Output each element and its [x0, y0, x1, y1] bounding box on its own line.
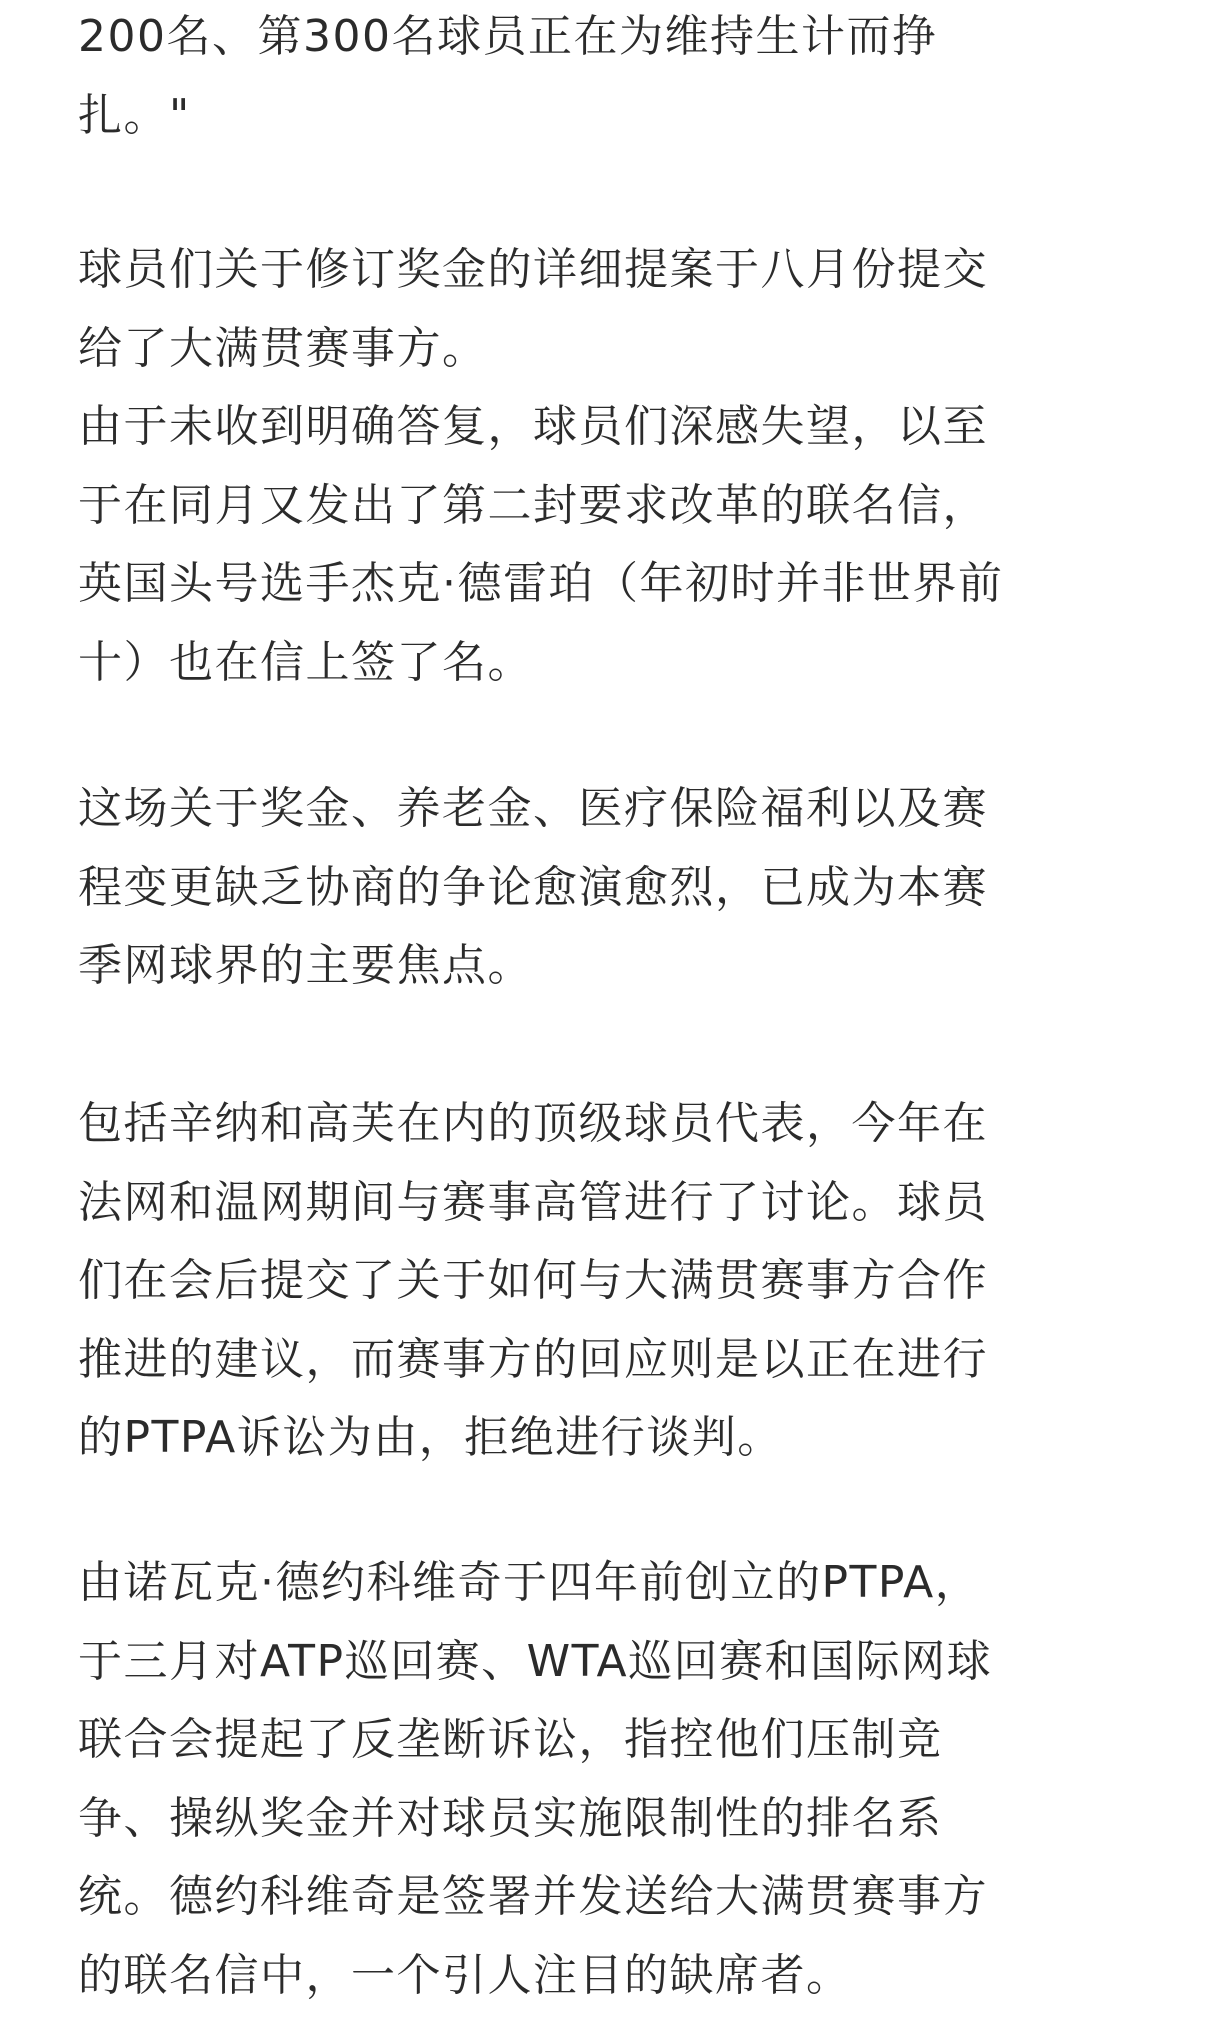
text-line: 球员们关于修订奖金的详细提案于八月份提交	[78, 244, 988, 295]
text-line: 法网和温网期间与赛事高管进行了讨论。球员	[78, 1176, 988, 1228]
text-line: 十）也在信上签了名。	[78, 636, 533, 688]
text-line: 200名、第300名球员正在为维持生计而挣	[78, 11, 938, 62]
paragraph	[78, 1544, 992, 2015]
text-line: 程变更缺乏协商的争论愈演愈烈，已成为本赛	[78, 861, 988, 913]
paragraph	[78, 0, 937, 155]
text-line: 这场关于奖金、养老金、医疗保险福利以及赛	[78, 783, 988, 834]
text-line: 由于未收到明确答复，球员们深感失望，以至	[78, 401, 988, 452]
text-line: 给了大满贯赛事方。	[78, 322, 488, 374]
paragraph	[78, 770, 988, 1006]
text-line: 包括辛纳和高芙在内的顶级球员代表，今年在	[78, 1098, 988, 1149]
text-line: 由诺瓦克·德约科维奇于四年前创立的PTPA，	[78, 1557, 981, 1608]
text-line: 于三月对ATP巡回赛、WTA巡回赛和国际网球	[78, 1635, 993, 1687]
paragraph	[78, 1085, 988, 1478]
text-line: 联合会提起了反垄断诉讼，指控他们压制竞	[78, 1714, 943, 1765]
text-line: 扎。"	[78, 89, 191, 141]
paragraph	[78, 231, 1004, 702]
text-line: 季网球界的主要焦点。	[78, 940, 533, 991]
text-line: 统。德约科维奇是签署并发送给大满贯赛事方	[78, 1871, 988, 1922]
text-line: 的联名信中，一个引人注目的缺席者。	[78, 1949, 852, 2001]
text-line: 的PTPA诉讼为由，拒绝进行谈判。	[78, 1412, 783, 1463]
text-line: 英国头号选手杰克·德雷珀（年初时并非世界前	[78, 558, 1004, 609]
text-line: 推进的建议，而赛事方的回应则是以正在进行	[78, 1333, 988, 1385]
text-line: 于在同月又发出了第二封要求改革的联名信，	[78, 479, 988, 531]
text-line: 争、操纵奖金并对球员实施限制性的排名系	[78, 1792, 943, 1844]
text-line: 们在会后提交了关于如何与大满贯赛事方合作	[78, 1255, 988, 1306]
